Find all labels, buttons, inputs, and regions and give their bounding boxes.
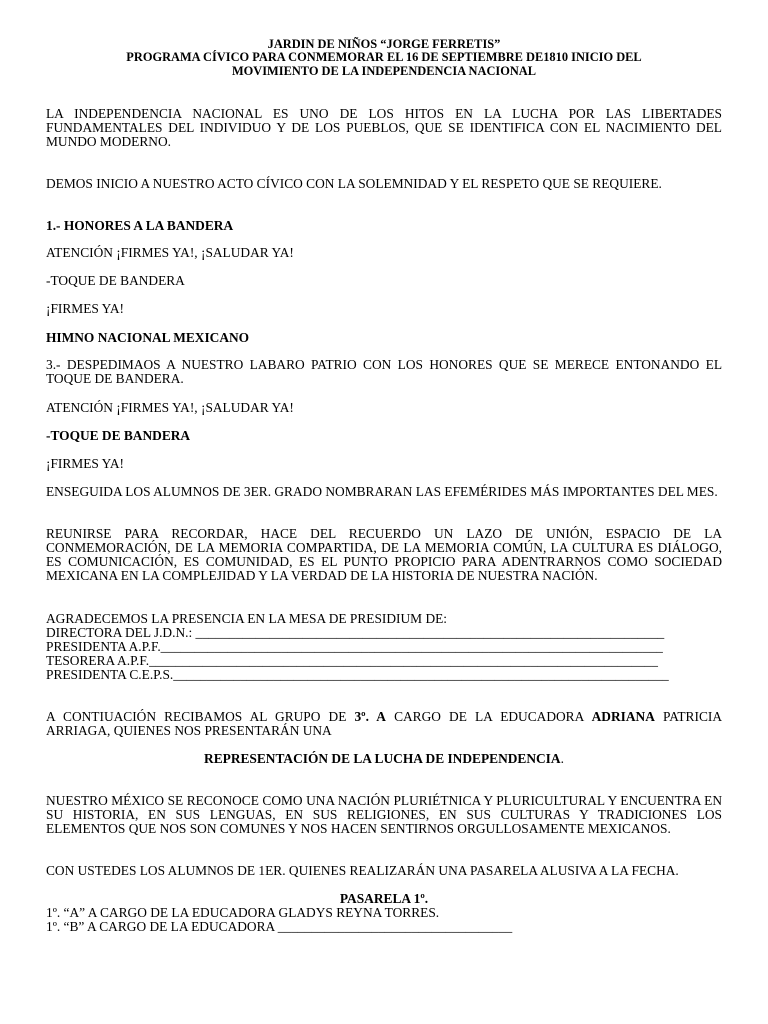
reunirse-paragraph: REUNIRSE PARA RECORDAR, HACE DEL RECUERDO UN LAZO DE UNIÓN, ESPACIO DE LA CONMEMORACIÓN, DE LA MEMORIA COMPARTIDA, DE LA MEMORIA COMÚN, LA CULTURA ES DIÁLOGO, ES COMUNICACIÓN, ES COMUNIDAD, ES EL PUNTO PROPICIO PARA ADENTRARNOS COMO SOCIEDAD MEXICANA EN LA COMPLEJIDAD Y LA VERDAD DE LA HISTORIA DE NUESTRA NACIÓN. xyxy=(46,526,722,583)
representacion-title: REPRESENTACIÓN DE LA LUCHA DE INDEPENDENCIA xyxy=(204,751,561,766)
mexico-paragraph: NUESTRO MÉXICO SE RECONOCE COMO UNA NACIÓN PLURIÉTNICA Y PLURICULTURAL Y ENCUENTRA EN SU HISTORIA, EN SUS LENGUAS, EN SUS RELIGIONES, EN SUS CULTURAS Y TRADICIONES LOS ELEMENTOS QUE NOS SON COMUNES Y NOS HACEN SENTIRNOS ORGULLOSAMENTE MEXICANOS. xyxy=(46,793,722,836)
himno-heading: HIMNO NACIONAL MEXICANO xyxy=(46,330,250,345)
representacion-dot: . xyxy=(560,751,564,766)
despedida-paragraph: 3.- DESPEDIMAOS A NUESTRO LABARO PATRIO CON LOS HONORES QUE SE MERECE ENTONANDO EL TOQUE DE BANDERA. xyxy=(46,357,722,386)
command-firmes-2: ¡FIRMES YA! xyxy=(46,456,124,471)
grupo-label: 3º. A xyxy=(354,709,386,724)
continuacion-text-c: PATRICIA ARRIAGA, QUIENES NOS PRESENTARÁN UNA xyxy=(46,709,723,738)
educadora-name: ADRIANA xyxy=(591,709,655,724)
header-title: JARDIN DE NIÑOS “JORGE FERRETIS” xyxy=(267,37,501,51)
pasarela-grupo-b: 1º. “B” A CARGO DE LA EDUCADORA ___________________________________ xyxy=(46,920,513,934)
representacion-heading xyxy=(46,752,722,766)
command-toque-2: -TOQUE DE BANDERA xyxy=(46,428,191,443)
command-toque-1: -TOQUE DE BANDERA xyxy=(46,273,185,288)
continuacion-paragraph xyxy=(46,710,722,738)
pasarela-grupo-a: 1º. “A” A CARGO DE LA EDUCADORA GLADYS REYNA TORRES. xyxy=(46,906,440,920)
command-firmes-1: ¡FIRMES YA! xyxy=(46,301,124,316)
continuacion-text-a: A CONTIUACIÓN RECIBAMOS AL GRUPO DE xyxy=(46,709,355,724)
presidium-tesorera-apf: TESORERA A.P.F.____________________________________________________________________________ xyxy=(46,654,658,668)
presidium-presidenta-apf: PRESIDENTA A.P.F.___________________________________________________________________________ xyxy=(46,640,663,654)
presidium-intro: AGRADECEMOS LA PRESENCIA EN LA MESA DE PRESIDIUM DE: xyxy=(46,612,448,626)
command-atencion-2: ATENCIÓN ¡FIRMES YA!, ¡SALUDAR YA! xyxy=(46,400,294,415)
intro-paragraph: LA INDEPENDENCIA NACIONAL ES UNO DE LOS HITOS EN LA LUCHA POR LAS LIBERTADES FUNDAMENTALES DEL INDIVIDUO Y DE LOS PUEBLOS, QUE SE IDENTIFICA CON EL NACIMIENTO DEL MUNDO MODERNO. xyxy=(46,106,722,149)
header-program: PROGRAMA CÍVICO PARA CONMEMORAR EL 16 DE SEPTIEMBRE DE1810 INICIO DEL xyxy=(126,50,642,64)
efemerides-paragraph: ENSEGUIDA LOS ALUMNOS DE 3ER. GRADO NOMBRARAN LAS EFEMÉRIDES MÁS IMPORTANTES DEL MES. xyxy=(46,484,718,499)
presidium-presidenta-ceps: PRESIDENTA C.E.P.S.__________________________________________________________________________ xyxy=(46,668,669,682)
presidium-directora: DIRECTORA DEL J.D.N.: ______________________________________________________________________ xyxy=(46,626,665,640)
section-honores-heading: 1.- HONORES A LA BANDERA xyxy=(46,218,234,233)
pasarela-intro-paragraph: CON USTEDES LOS ALUMNOS DE 1ER. QUIENES REALIZARÁN UNA PASARELA ALUSIVA A LA FECHA. xyxy=(46,863,679,878)
pasarela-title: PASARELA 1º. xyxy=(339,891,429,906)
command-atencion-1: ATENCIÓN ¡FIRMES YA!, ¡SALUDAR YA! xyxy=(46,245,294,260)
continuacion-text-b: CARGO DE LA EDUCADORA xyxy=(385,709,592,724)
header-movement: MOVIMIENTO DE LA INDEPENDENCIA NACIONAL xyxy=(231,64,537,78)
opening-paragraph: DEMOS INICIO A NUESTRO ACTO CÍVICO CON LA SOLEMNIDAD Y EL RESPETO QUE SE REQUIERE. xyxy=(46,176,662,191)
